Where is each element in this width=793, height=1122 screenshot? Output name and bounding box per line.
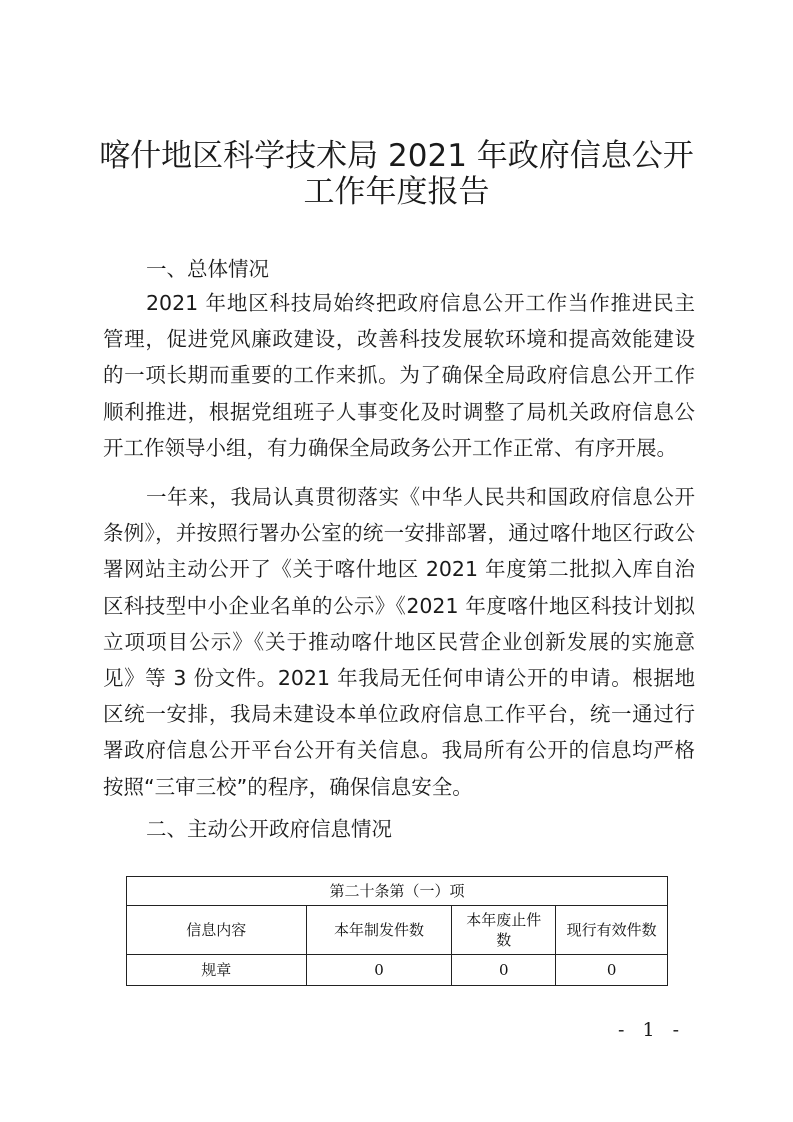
header-abolished-count: 本年废止件数 — [452, 906, 556, 955]
row-value-issued: 0 — [306, 955, 452, 986]
document-title-line2: 工作年度报告 — [303, 174, 490, 210]
row-value-valid: 0 — [556, 955, 668, 986]
info-disclosure-table — [126, 876, 668, 986]
table-row — [127, 955, 668, 986]
row-value-abolished: 0 — [452, 955, 556, 986]
paragraph-overall-situation: 2021 年地区科技局始终把政府信息公开工作当作推进民主管理，促进党风廉政建设，改善科技发展软环境和提高效能建设的一项长期而重要的工作来抓。为了确保全局政府信息公开工作顺利推进，根据党组班子人事变化及时调整了局机关政府信息公开工作领导小组，有力确保全局政务公开工作正常、有序开展。 — [103, 291, 695, 460]
section1-heading: 一、总体情况 — [146, 257, 269, 281]
header-issued-count: 本年制发件数 — [306, 906, 452, 955]
header-valid-count: 现行有效件数 — [556, 906, 668, 955]
document-title-line1: 喀什地区科学技术局 2021 年政府信息公开 — [99, 138, 694, 174]
row-label-regulations: 规章 — [127, 955, 307, 986]
paragraph-year-review: 一年来，我局认真贯彻落实《中华人民共和国政府信息公开条例》，并按照行署办公室的统一安排部署，通过喀什地区行政公署网站主动公开了《关于喀什地区 2021 年度第二批拟入库自治区科技型中小企业名单的公示》《2021 年度喀什地区科技计划拟立项项目公示》《关于推动喀什地区民营企业创新发展的实施意见》等 3 份文件。2021 年我局无任何申请公开的申请。根据地区统一安排，我局未建设本单位政府信息工作平台，统一通过行署政府信息公开平台公开有关信息。我局所有公开的信息均严格按照“三审三校”的程序，确保信息安全。 — [103, 485, 695, 799]
header-info-content: 信息内容 — [127, 906, 307, 955]
page-number: - 1 - — [618, 1019, 686, 1041]
table-header-row — [127, 906, 668, 955]
table-caption: 第二十条第（一）项 — [127, 877, 668, 906]
section2-heading: 二、主动公开政府信息情况 — [146, 817, 392, 841]
table-caption-row — [127, 877, 668, 906]
